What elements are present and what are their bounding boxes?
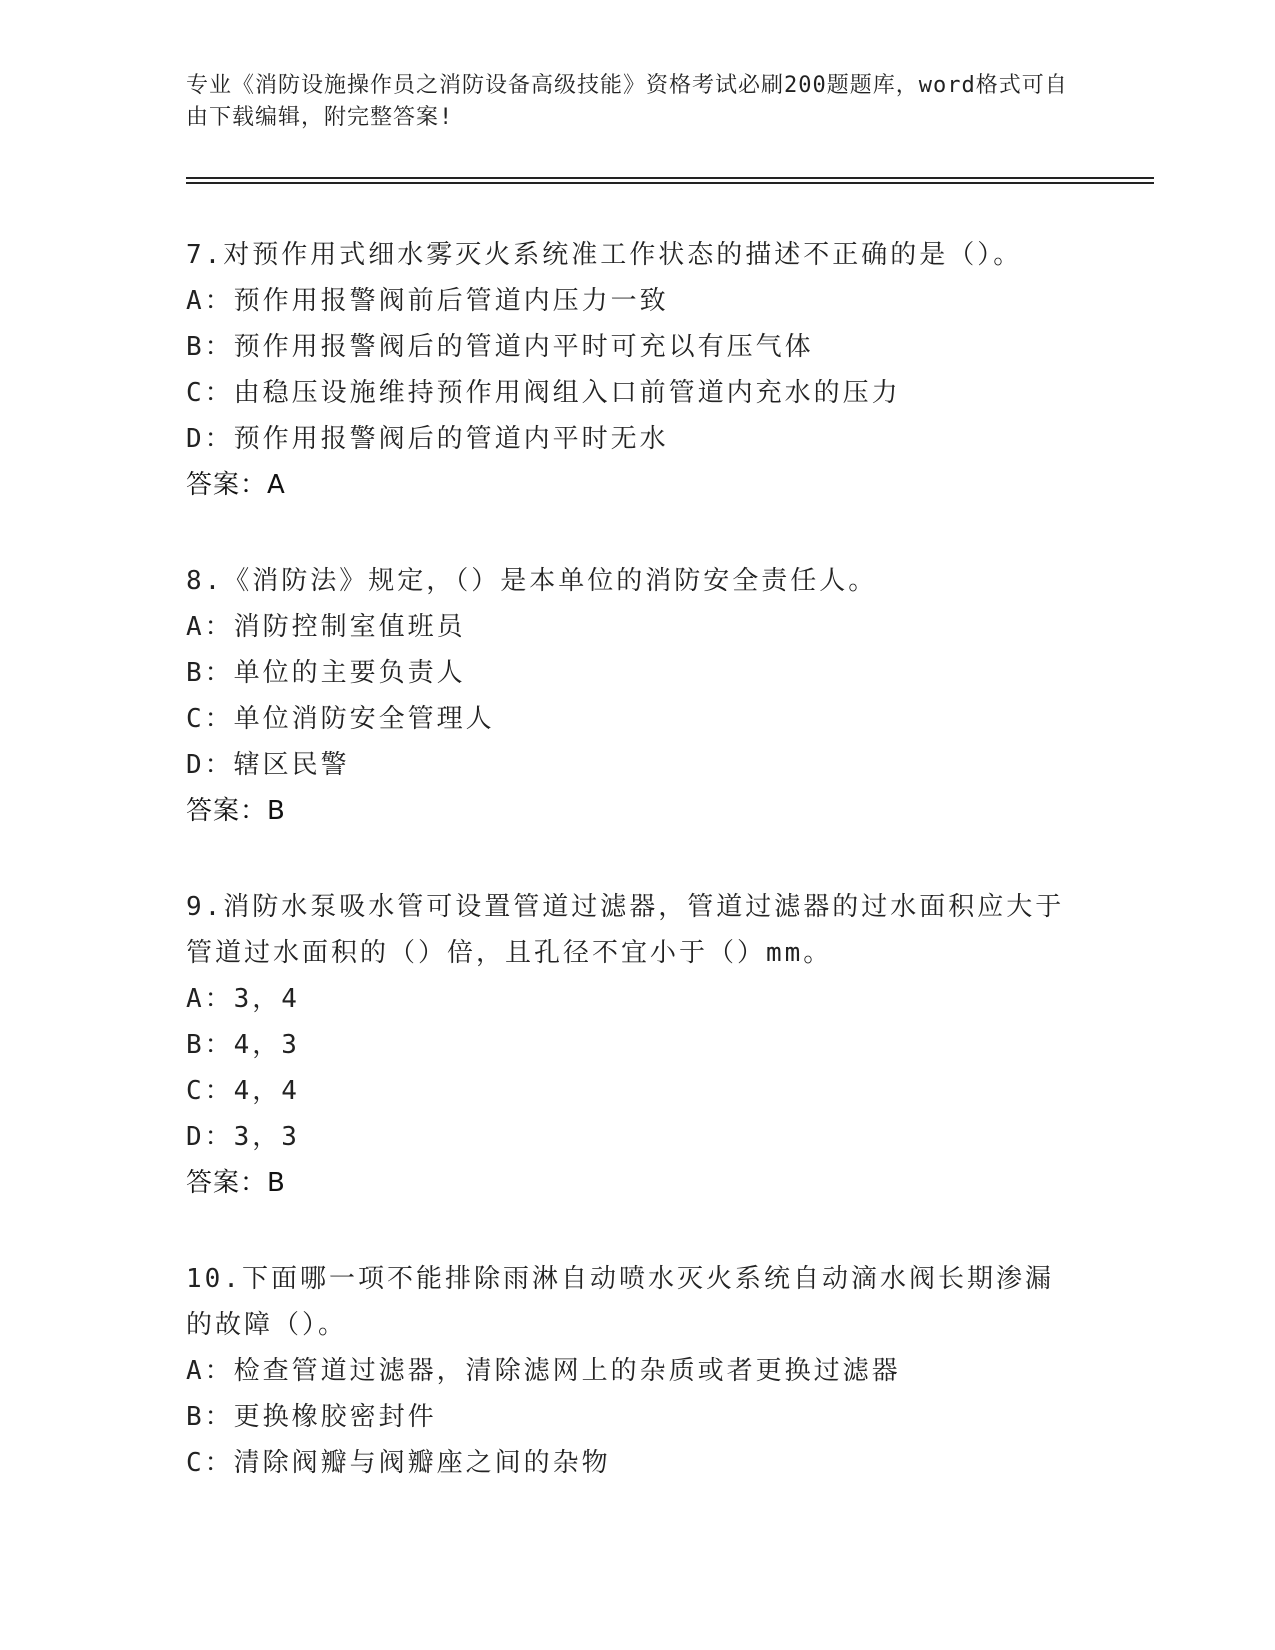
option-a: A：预作用报警阀前后管道内压力一致 <box>186 286 669 316</box>
answer-label: 答案：B <box>186 796 286 826</box>
option-d: D：3，3 <box>186 1122 300 1152</box>
option-b: B：4，3 <box>186 1030 300 1060</box>
question-8 <box>186 558 1086 834</box>
question-9 <box>186 884 1086 1206</box>
answer-label: 答案：B <box>186 1168 286 1198</box>
answer-label: 答案：A <box>186 470 286 500</box>
option-c: C：由稳压设施维持预作用阀组入口前管道内充水的压力 <box>186 378 901 408</box>
option-a: A：3，4 <box>186 984 300 1014</box>
header-divider-top <box>186 177 1154 179</box>
question-list <box>186 232 1086 1536</box>
question-stem: 10.下面哪一项不能排除雨淋自动喷水灭火系统自动滴水阀长期渗漏的故障（）。 <box>186 1264 1054 1340</box>
option-d: D：预作用报警阀后的管道内平时无水 <box>186 424 669 454</box>
question-stem: 7.对预作用式细水雾灭火系统准工作状态的描述不正确的是（）。 <box>186 240 1023 270</box>
option-d: D：辖区民警 <box>186 750 350 780</box>
option-a: A：检查管道过滤器，清除滤网上的杂质或者更换过滤器 <box>186 1356 901 1386</box>
document-header: 专业《消防设施操作员之消防设备高级技能》资格考试必刷200题题库，word格式可自由下载编辑，附完整答案! <box>186 73 1068 130</box>
question-stem: 9.消防水泵吸水管可设置管道过滤器，管道过滤器的过水面积应大于管道过水面积的（）倍，且孔径不宜小于（）mm。 <box>186 892 1065 968</box>
header-divider-bottom <box>186 182 1154 184</box>
question-7 <box>186 232 1086 508</box>
option-c: C：4，4 <box>186 1076 300 1106</box>
option-c: C：单位消防安全管理人 <box>186 704 495 734</box>
option-a: A：消防控制室值班员 <box>186 612 466 642</box>
option-b: B：单位的主要负责人 <box>186 658 466 688</box>
option-c: C：清除阀瓣与阀瓣座之间的杂物 <box>186 1448 611 1478</box>
question-10 <box>186 1256 1086 1486</box>
option-b: B：预作用报警阀后的管道内平时可充以有压气体 <box>186 332 814 362</box>
question-stem: 8.《消防法》规定，（）是本单位的消防安全责任人。 <box>186 566 878 596</box>
option-b: B：更换橡胶密封件 <box>186 1402 437 1432</box>
